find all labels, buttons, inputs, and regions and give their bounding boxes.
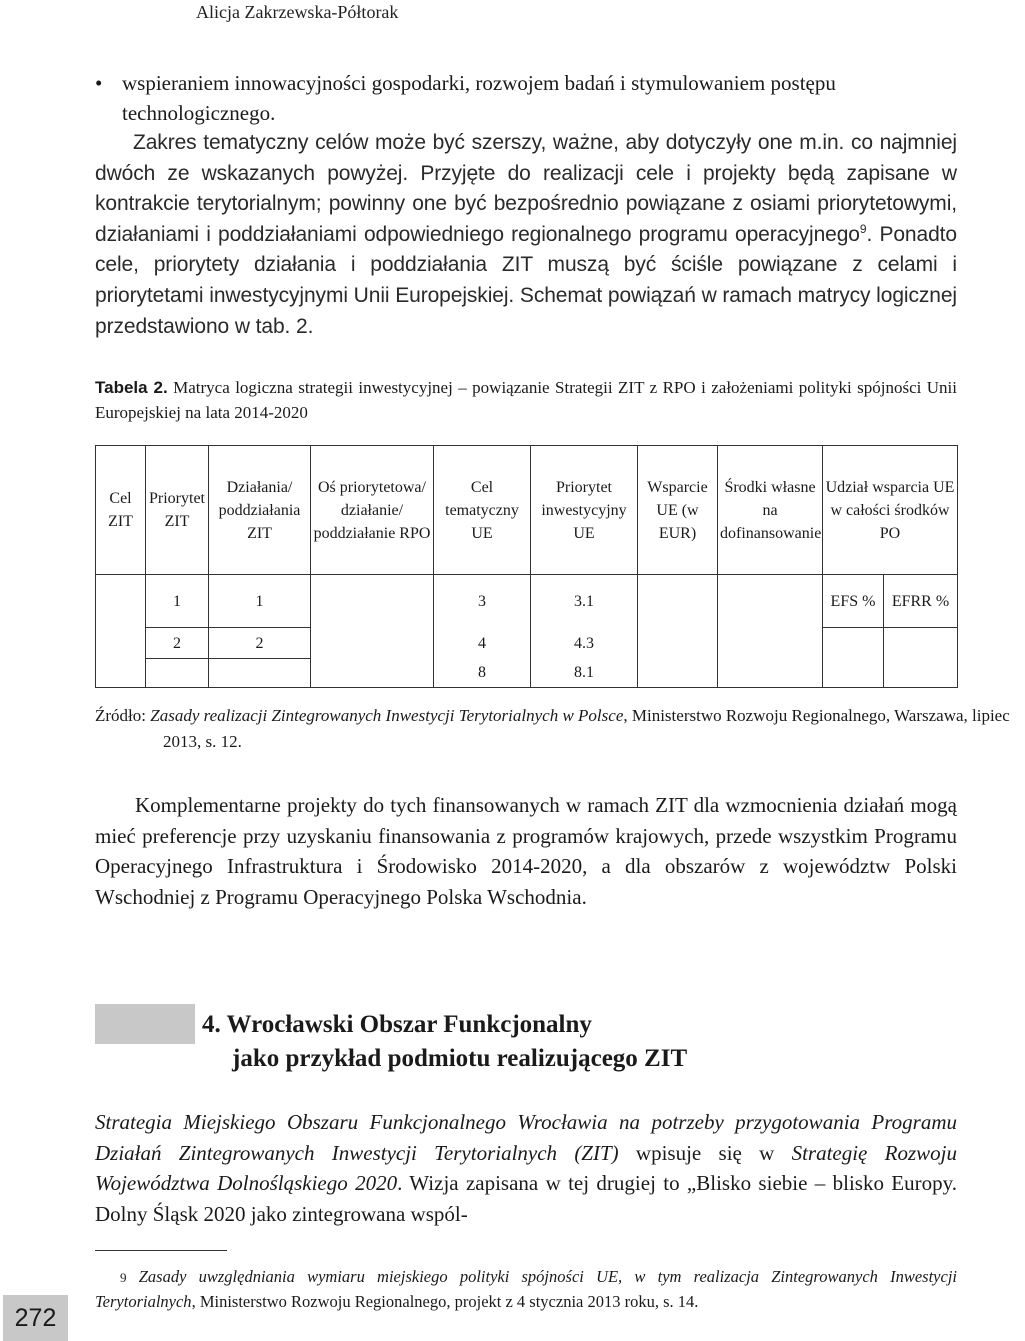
header-cell: Wsparcie UE (w EUR) [638,446,718,575]
header-cell: Działania/ poddziałania ZIT [209,446,311,575]
paragraph-3-italic: Strategię Rozwoju Województwa Dolnośląskiego 2020 [95,1140,957,1196]
header-cell: Cel tematyczny UE [434,446,531,575]
header-cell: Cel ZIT [96,446,146,575]
footnote-divider [95,1250,227,1251]
section-heading-line1: 4. Wrocławski Obszar Funkcjonalny [202,1011,592,1038]
table-cell: EFRR % [884,575,958,628]
table-cell: 4 [434,628,531,659]
table-cell: 4.3 [531,628,638,659]
table-caption-text: Matryca logiczna strategii inwestycyjnej – powiązanie Strategii ZIT z RPO i założeniami polityki spójności Unii Europejskiej na lata 2014-2020 [95,378,958,422]
running-header: Alicja Zakrzewska-Półtorak [196,2,399,22]
table-cell [823,628,884,688]
table-cell [718,575,823,688]
table-cell [311,575,434,688]
page-number: 272 [3,1295,68,1341]
table-cell: EFS % [823,575,884,628]
source-label: Źródło: [95,706,151,725]
bullet-item [95,68,984,128]
heading-marker [95,1004,195,1044]
bullet-text: wspieraniem innowacyjności gospodarki, rozwojem badań i stymulowaniem postępu technologicznego. [122,71,836,125]
table-caption-label: Tabela 2. [95,378,168,397]
table-cell: 1 [146,575,209,628]
header-cell: Oś priorytetowa/ działanie/ poddziałanie RPO [311,446,434,575]
table-cell [96,575,146,688]
table-cell [884,628,958,688]
paragraph-1-text: Zakres tematyczny celów może być szerszy, ważne, aby dotyczyły one m.in. co najmniej dwóch ze wskazanych powyżej. Przyjęte do realizacji cele i projekty będą zapisane w kontrakcie terytorialnym; powinny one być bezpośrednio powiązane z osiami priorytetowymi, działaniami i poddziałaniami odpowiedniego regionalnego programu operacyjnego [95,131,957,246]
table-cell: 3 [434,575,531,628]
paragraph-2: Komplementarne projekty do tych finansowanych w ramach ZIT dla wzmocnienia działań mogą mieć preferencje przy uzyskaniu finansowania z programów krajowych, przede wszystkim Programu Operacyjnego Infrastruktura i Środowisko 2014-2020, a dla obszarów z województw Polski Wschodniej z Programu Operacyjnego Polska Wschodnia. [95,793,957,909]
table-cell [209,659,311,688]
source-rest: , Ministerstwo Rozwoju Regionalnego, Warszawa, lipiec 2013, s. 12. [163,706,1010,751]
header-cell: Priorytet inwestycyjny UE [531,446,638,575]
footnote-rest: , Ministerstwo Rozwoju Regionalnego, projekt z 4 stycznia 2013 roku, s. 14. [191,1292,699,1311]
header-cell: Środki własne na dofinansowanie [718,446,823,575]
section-heading [202,1008,687,1076]
header-cell: Priorytet ZIT [146,446,209,575]
table-header-row [96,446,958,575]
bullet-icon: • [95,71,103,95]
table-cell: 3.1 [531,575,638,628]
paragraph-3-text: wpisuje się w [618,1140,792,1165]
footnote-italic: Zasady uwzględniania wymiaru miejskiego polityki spójności UE, w tym realizacja Zintegrowanych Inwestycji Terytorialnych [95,1267,957,1311]
footnote-ref[interactable]: 9 [859,221,867,236]
table-cell: 8.1 [531,659,638,688]
section-heading-line2: jako przykład podmiotu realizującego ZIT [232,1045,688,1072]
paragraph-3-text: . Wizja zapisana w tej drugiej to „Blisko siebie – blisko Europy. Dolny Śląsk 2020 jako zintegrowana wspól- [95,1171,957,1226]
paragraph-3 [95,1107,957,1229]
table-row [96,628,958,659]
header-cell: Udział wsparcia UE w całości środków PO [823,446,958,575]
table-cell: 1 [209,575,311,628]
table-cell [638,575,718,688]
table-cell: 2 [209,628,311,659]
paragraph-1-text-cont: . Ponadto cele, priorytety działania i poddziałania ZIT muszą być ściśle powiązane z celami i priorytetami inwestycyjnymi Unii Europejskiej. Schemat powiązań w ramach matrycy logicznej przedstawiono w tab. 2. [95,222,957,338]
footnote-number: 9 [120,1270,127,1285]
paragraph-3-italic: Strategia Miejskiego Obszaru Funkcjonalnego Wrocławia na potrzeby przygotowania Programu Działań Zintegrowanych Inwestycji Terytorialnych (ZIT) [95,1110,957,1165]
table-row [96,575,958,628]
logic-matrix-table [95,445,958,688]
table-cell: 8 [434,659,531,688]
footnote [95,1265,957,1314]
source-title: Zasady realizacji Zintegrowanych Inwestycji Terytorialnych w Polsce [150,706,624,725]
table-caption [95,375,957,425]
table-cell: 2 [146,628,209,659]
table-source [95,703,1025,755]
table-cell [146,659,209,688]
paragraph-1 [95,128,957,342]
